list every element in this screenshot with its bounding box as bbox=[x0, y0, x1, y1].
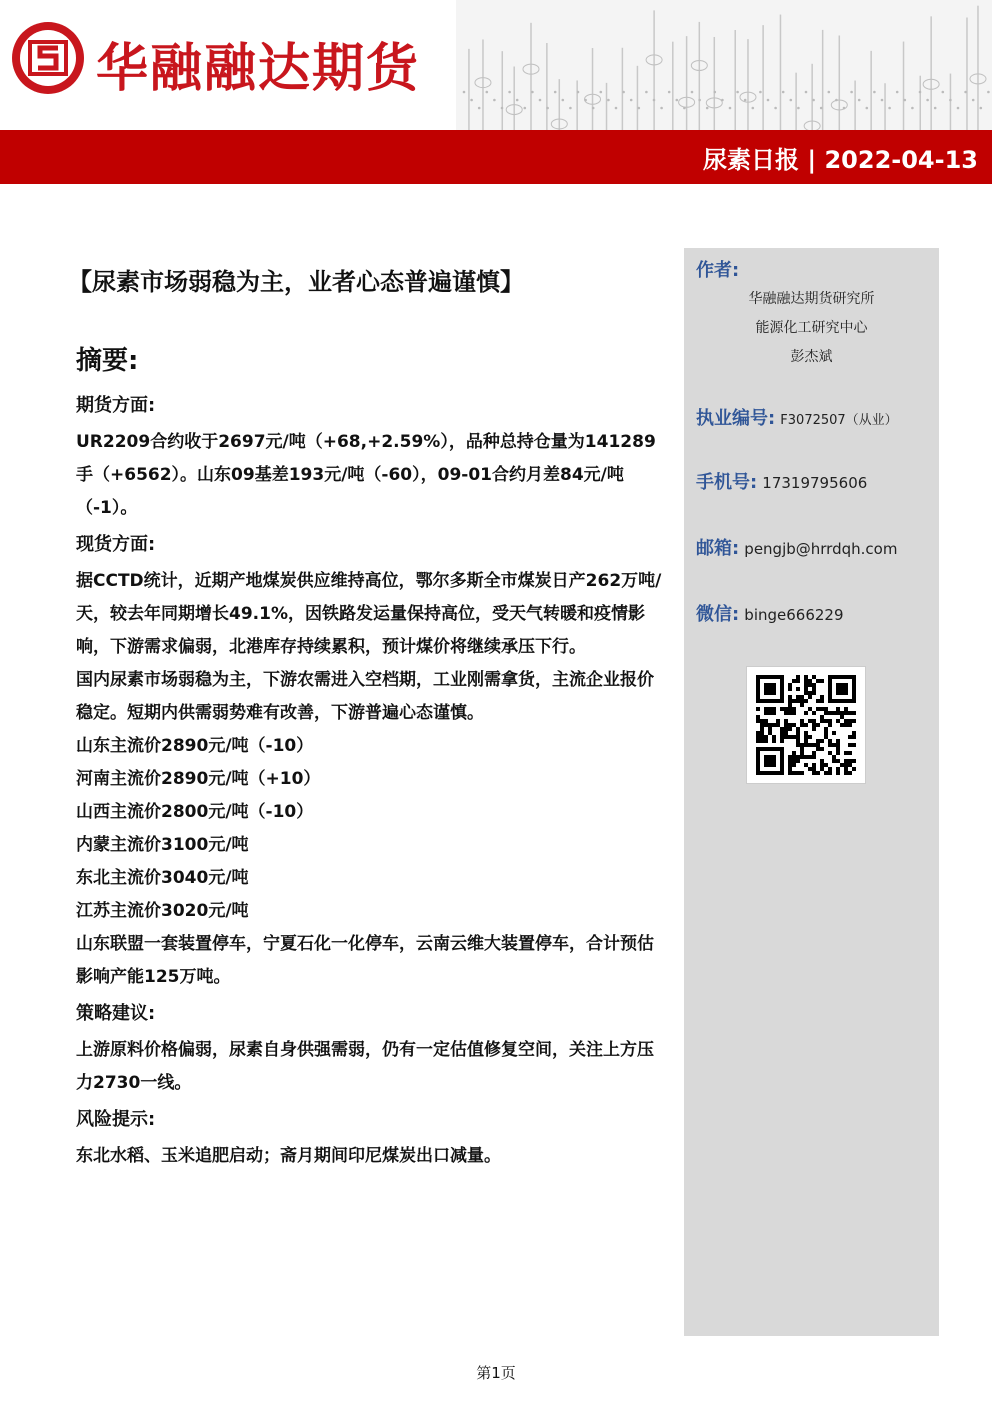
author-label: 作者: bbox=[696, 260, 740, 281]
decor-dot bbox=[904, 99, 907, 102]
decor-dot bbox=[714, 91, 717, 94]
decor-dot bbox=[812, 99, 815, 102]
decor-dot bbox=[805, 91, 808, 94]
decor-dot bbox=[645, 91, 648, 94]
decor-dot bbox=[896, 91, 899, 94]
strategy-heading: 策略建议: bbox=[76, 1003, 156, 1024]
decor-dot bbox=[850, 91, 853, 94]
price-item: 江苏主流价3020元/吨 bbox=[76, 901, 249, 921]
phone-value: 17319795606 bbox=[762, 474, 868, 492]
decor-dot bbox=[539, 99, 542, 102]
price-item: 内蒙主流价3100元/吨 bbox=[76, 835, 249, 855]
decor-dot bbox=[980, 107, 983, 110]
decor-dot bbox=[729, 107, 732, 110]
wechat-qr-code-icon bbox=[746, 666, 866, 784]
author-name: 彭杰斌 bbox=[790, 349, 833, 365]
decor-dot bbox=[668, 91, 671, 94]
decor-dot bbox=[630, 99, 633, 102]
decor-dot bbox=[759, 91, 762, 94]
abstract-content bbox=[76, 392, 662, 1173]
decor-dot bbox=[615, 107, 618, 110]
spot-coal-text: 据CCTD统计，近期产地煤炭供应维持高位，鄂尔多斯全市煤炭日产262万吨/天，较去年同期增长49.1%，因铁路发运量保持高位，受天气转暖和疫情影响，下游需求偏弱，北港库存持续累积，预计煤价将继续承压下行。 bbox=[76, 571, 662, 657]
futures-text: UR2209合约收于2697元/吨（+68,+2.59%），品种总持仓量为141289手（+6562）。山东09基差193元/吨（-60），09-01合约月差84元/吨（-1）。 bbox=[76, 432, 656, 518]
decor-dot bbox=[562, 99, 565, 102]
decor-dot bbox=[592, 107, 595, 110]
decor-dot bbox=[835, 99, 838, 102]
decor-dot bbox=[486, 91, 489, 94]
header-decoration bbox=[456, 0, 992, 130]
decor-dot bbox=[949, 99, 952, 102]
decor-dot bbox=[653, 99, 656, 102]
decor-dot bbox=[478, 107, 481, 110]
decor-dot bbox=[828, 91, 831, 94]
decor-dot bbox=[736, 91, 739, 94]
decor-dot bbox=[683, 107, 686, 110]
email-value: pengjb@hrrdqh.com bbox=[744, 540, 898, 558]
decor-dot bbox=[524, 107, 527, 110]
decor-dot bbox=[790, 99, 793, 102]
price-item: 山东主流价2890元/吨（-10） bbox=[76, 736, 314, 756]
author-dept: 能源化工研究中心 bbox=[755, 320, 868, 336]
phone-label: 手机号: bbox=[696, 472, 758, 493]
license-value: F3072507（从业） bbox=[780, 413, 898, 428]
decor-dot bbox=[607, 99, 610, 102]
decor-dot bbox=[463, 91, 466, 94]
decor-dot bbox=[972, 99, 975, 102]
decor-dot bbox=[843, 107, 846, 110]
strategy-text: 上游原料价格偏弱，尿素自身供强需弱，仍有一定估值修复空间，关注上方压力2730一线。 bbox=[76, 1040, 654, 1093]
decor-dot bbox=[782, 91, 785, 94]
decor-dot bbox=[911, 107, 914, 110]
decor-dot bbox=[493, 99, 496, 102]
decor-dot bbox=[508, 91, 511, 94]
license-label: 执业编号: bbox=[696, 408, 776, 429]
risk-heading: 风险提示: bbox=[76, 1109, 156, 1130]
decor-dot bbox=[569, 107, 572, 110]
spot-heading: 现货方面: bbox=[76, 534, 156, 555]
decor-dot bbox=[774, 107, 777, 110]
price-item: 河南主流价2890元/吨（+10） bbox=[76, 769, 321, 789]
author-org: 华融融达期货研究所 bbox=[748, 291, 875, 307]
decor-dot bbox=[926, 99, 929, 102]
email-label: 邮箱: bbox=[696, 538, 740, 559]
report-header bbox=[0, 0, 992, 184]
decor-dot bbox=[501, 107, 504, 110]
decor-dot bbox=[554, 91, 557, 94]
decor-dot bbox=[957, 107, 960, 110]
decor-dot bbox=[622, 91, 625, 94]
decor-dot bbox=[934, 107, 937, 110]
decor-dot bbox=[873, 91, 876, 94]
decor-dot bbox=[866, 107, 869, 110]
decor-dot bbox=[577, 91, 580, 94]
decor-dot bbox=[919, 91, 922, 94]
decor-dot bbox=[987, 91, 990, 94]
decor-dot bbox=[942, 91, 945, 94]
decor-dot bbox=[698, 99, 701, 102]
decor-dot bbox=[744, 99, 747, 102]
price-item: 东北主流价3040元/吨 bbox=[76, 868, 249, 888]
decor-dot bbox=[767, 99, 770, 102]
decor-dot bbox=[470, 99, 473, 102]
decor-dot bbox=[881, 99, 884, 102]
decor-dot bbox=[584, 99, 587, 102]
brand-logo-icon bbox=[12, 22, 84, 94]
abstract-heading: 摘要: bbox=[76, 346, 139, 376]
decor-dot bbox=[660, 107, 663, 110]
spot-urea-text: 国内尿素市场弱稳为主，下游农需进入空档期，工业刚需拿货，主流企业报价稳定。短期内供需弱势难有改善，下游普遍心态谨慎。 bbox=[76, 670, 654, 723]
wechat-value: binge666229 bbox=[744, 606, 844, 624]
decor-dot bbox=[858, 99, 861, 102]
decor-dot bbox=[676, 99, 679, 102]
decor-dot bbox=[531, 91, 534, 94]
decor-dot bbox=[691, 91, 694, 94]
risk-text: 东北水稻、玉米追肥启动；斋月期间印尼煤炭出口减量。 bbox=[76, 1146, 501, 1166]
decor-dot bbox=[888, 107, 891, 110]
page-number: 第1页 bbox=[476, 1364, 516, 1382]
decor-dot bbox=[706, 107, 709, 110]
wechat-label: 微信: bbox=[696, 604, 740, 625]
decor-dot bbox=[638, 107, 641, 110]
decor-dot bbox=[546, 107, 549, 110]
futures-heading: 期货方面: bbox=[76, 395, 156, 416]
decor-dot bbox=[516, 99, 519, 102]
decor-dot bbox=[721, 99, 724, 102]
report-type-date: 尿素日报 | 2022-04-13 bbox=[703, 146, 978, 174]
author-sidebar bbox=[684, 248, 939, 1336]
decor-dot bbox=[797, 107, 800, 110]
plant-shutdown-text: 山东联盟一套装置停车，宁夏石化一化停车，云南云维大装置停车，合计预估影响产能125万吨。 bbox=[76, 934, 654, 987]
decor-dot bbox=[964, 91, 967, 94]
report-title: 【尿素市场弱稳为主，业者心态普遍谨慎】 bbox=[68, 268, 524, 296]
decor-dot bbox=[752, 107, 755, 110]
decor-dot bbox=[600, 91, 603, 94]
decor-dot bbox=[820, 107, 823, 110]
brand-name: 华融融达期货 bbox=[96, 39, 421, 99]
price-item: 山西主流价2800元/吨（-10） bbox=[76, 802, 314, 822]
